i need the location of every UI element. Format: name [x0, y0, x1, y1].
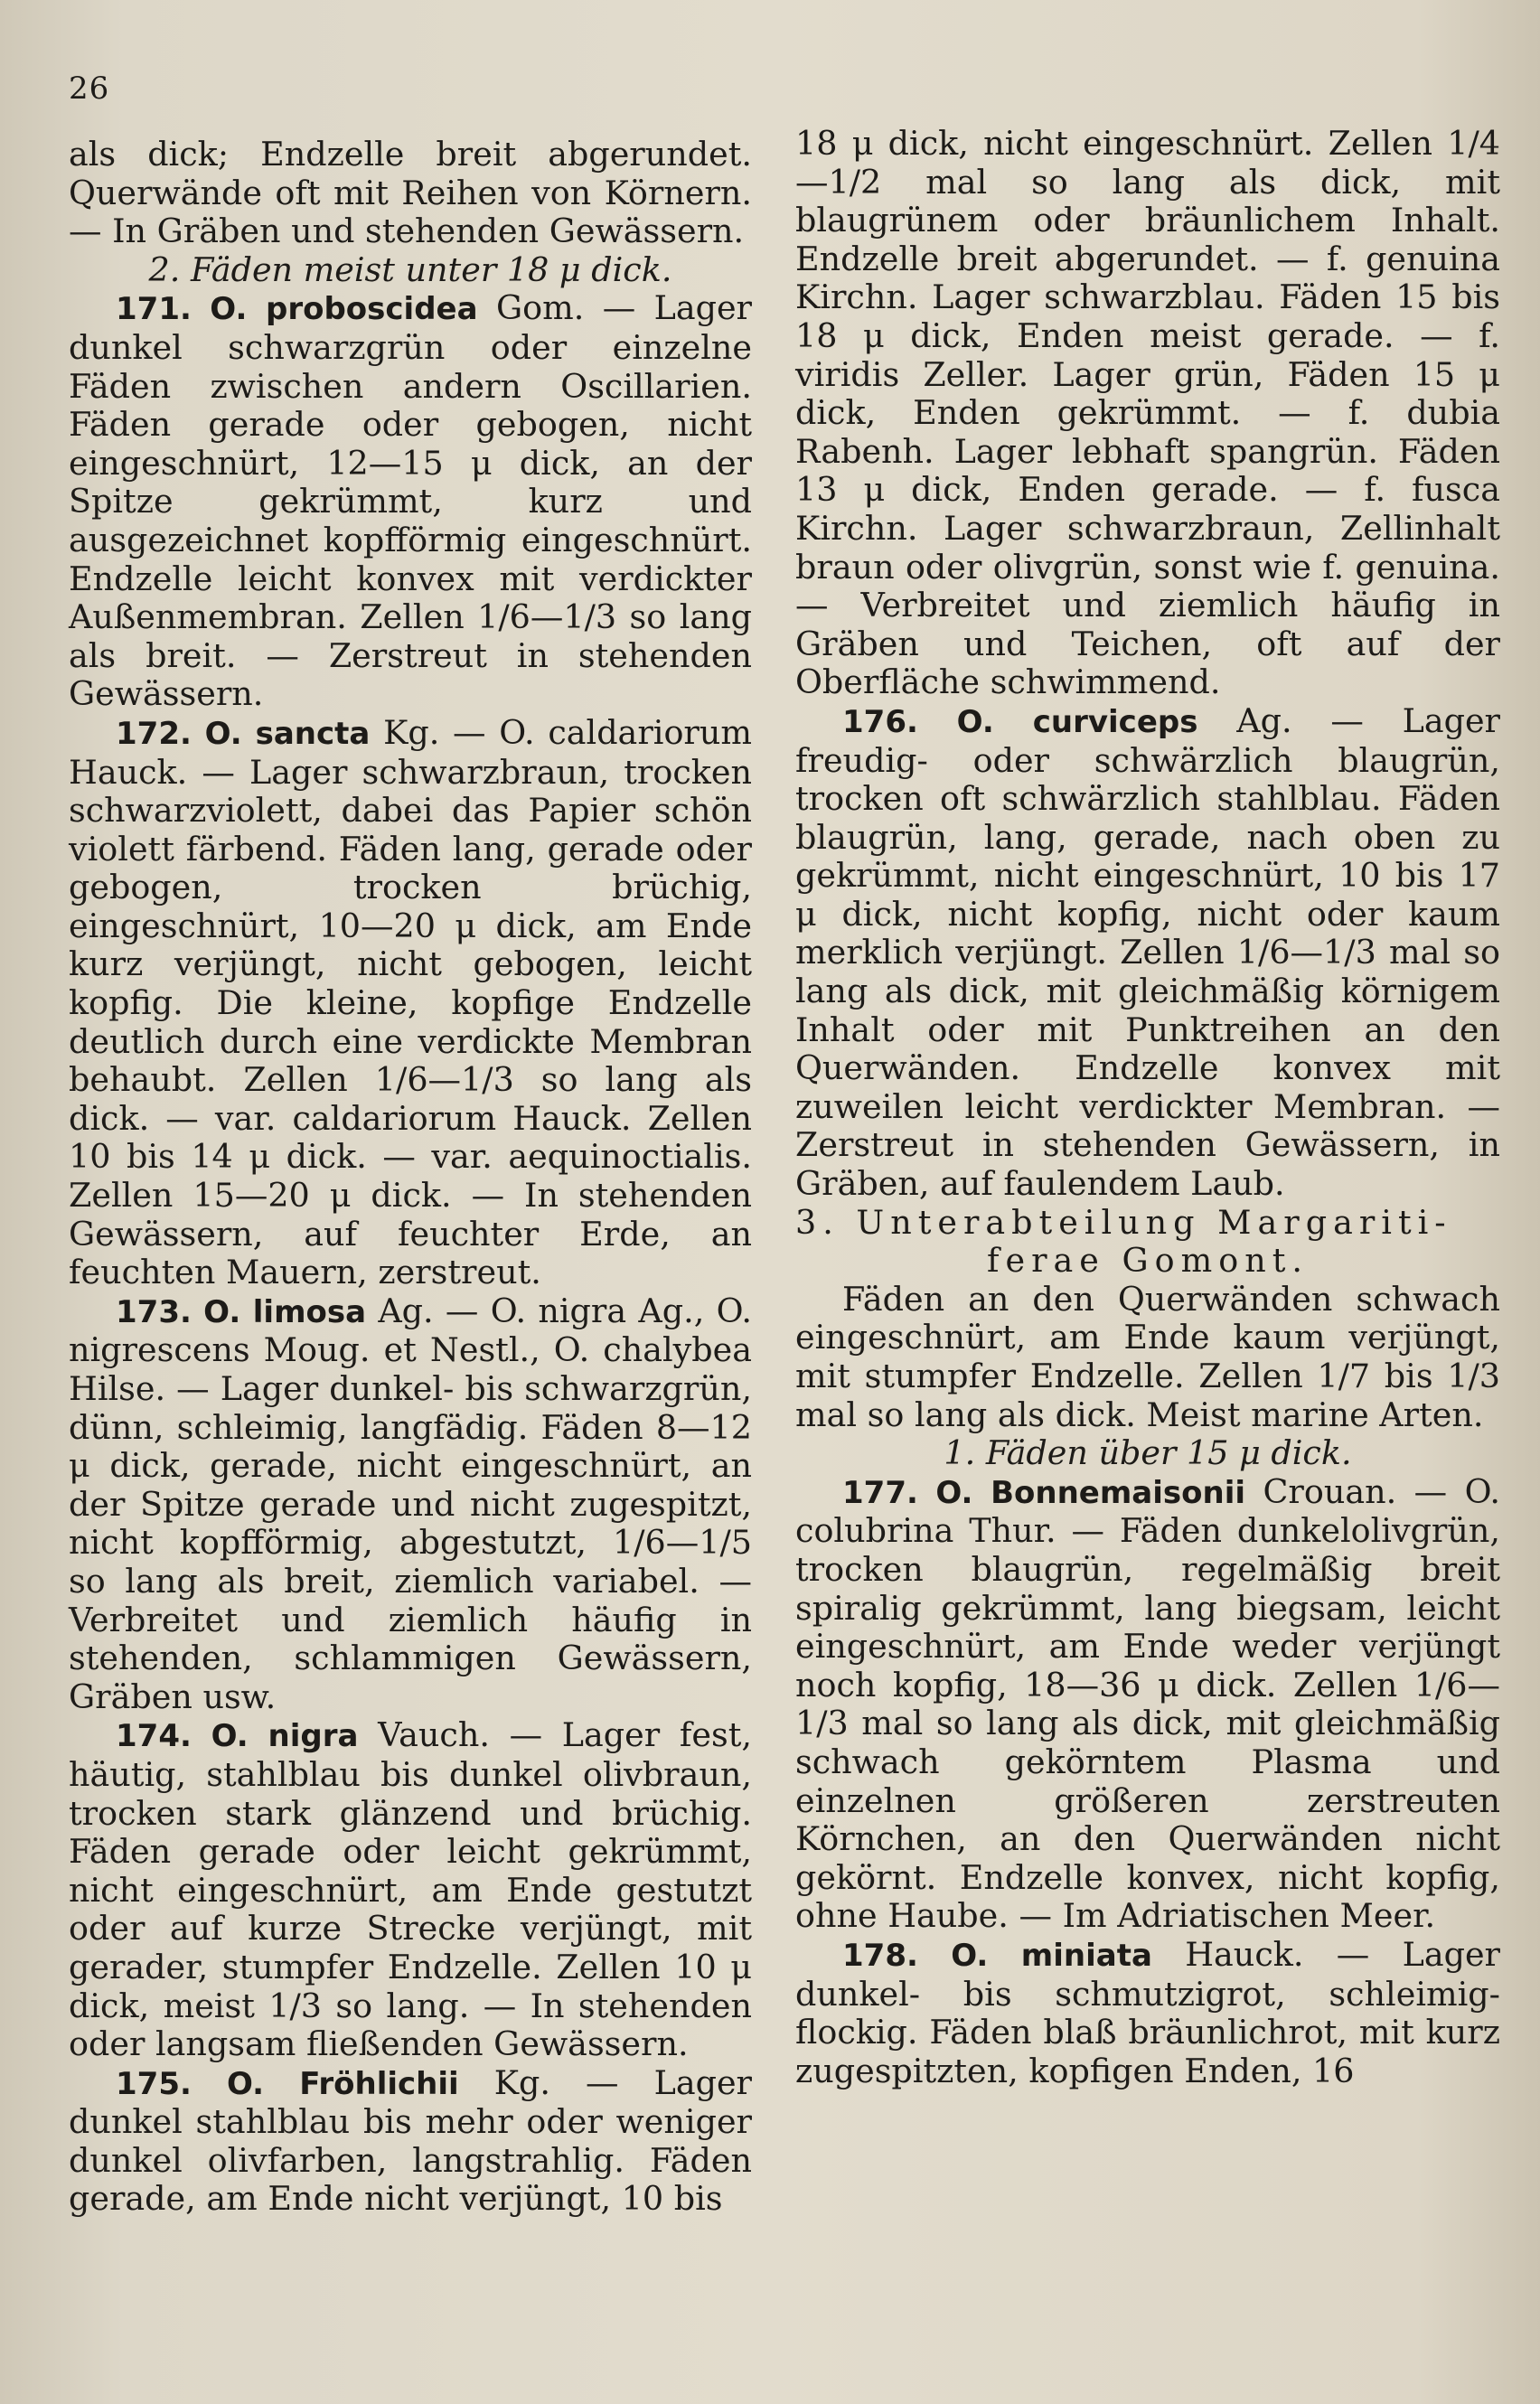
- entry-text: Vauch. — Lager fest, häutig, stahlblau bis dunkel olivbraun, trocken stark glänzend und brüchig. Fäden gerade oder leicht gekrümmt, nicht eingeschnürt, am Ende gestutzt oder auf kurze Strecke verjüngt, mit gerader, stumpfer Endzelle. Zellen 10 μ dick, meist 1/3 so lang. — In stehenden oder langsam fließenden Gewässern.: [69, 1715, 752, 2064]
- species-name: O. Fröhlichii: [226, 2065, 459, 2102]
- entry-174: [69, 1716, 752, 2063]
- right-column: [795, 125, 1500, 2090]
- page-number: 26: [69, 70, 110, 107]
- entry-text: Ag. — O. nigra Ag., O. nigrescens Moug. et Nestl., O. chalybea Hilse. — Lager dunkel- bis schwarzgrün, dünn, schleimig, langfädig. Fäden 8—12 μ dick, gerade, nicht eingeschnürt, an der Spitze gerade und nicht zugespitzt, nicht kopfförmig, abgestutzt, 1/6—1/5 so lang als breit, ziemlich variabel. — Verbreitet und ziemlich häufig in stehenden, schlammigen Gewässern, Gräben usw.: [69, 1291, 753, 1716]
- entry-number: 178.: [842, 1937, 918, 1974]
- continuation-paragraph: 18 μ dick, nicht eingeschnürt. Zellen 1/4—1/2 mal so lang als dick, mit blaugrünem oder bräunlichem Inhalt. Endzelle breit abgerundet. — f. genuina Kirchn. Lager schwarzblau. Fäden 15 bis 18 μ dick, Enden meist gerade. — f. viridis Zeller. Lager grün, Fäden 15 μ dick, Enden gekrümmt. — f. dubia Rabenh. Lager lebhaft spangrün. Fäden 13 μ dick, Enden gerade. — f. fusca Kirchn. Lager schwarzbraun, Zellinhalt braun oder olivgrün, sonst wie f. genuina. — Verbreitet und ziemlich häufig in Gräben und Teichen, oft auf der Oberfläche schwimmend.: [795, 124, 1500, 702]
- species-name: O. Bonnemaisonii: [935, 1474, 1245, 1511]
- entry-text: Crouan. — O. colubrina Thur. — Fäden dunkelolivgrün, trocken blaugrün, regelmäßig breit spiralig gekrümmt, lang biegsam, leicht eingeschnürt, am Ende weder verjüngt noch kopfig, 18—36 μ dick. Zellen 1/6—1/3 mal so lang als dick, mit gleichmäßig schwach gekörntem Plasma und einzelnen größeren zerstreuten Körnchen, an den Querwänden nicht gekörnt. Endzelle konvex, nicht kopfig, ohne Haube. — Im Adriatischen Meer.: [795, 1471, 1500, 1936]
- entry-number: 174.: [116, 1718, 192, 1755]
- entry-175: [69, 2064, 752, 2219]
- left-column: [69, 136, 752, 2219]
- section-heading: 2. Fäden meist unter 18 μ dick.: [148, 249, 672, 289]
- section-heading: 1. Fäden über 15 μ dick.: [944, 1433, 1352, 1473]
- entry-text: Ag. — Lager freudig- oder schwärzlich blaugrün, trocken oft schwärzlich stahlblau. Fäden blaugrün, lang, gerade, nach oben zu gekrümmt, nicht eingeschnürt, 10 bis 17 μ dick, nicht kopfig, nicht oder kaum merklich verjüngt. Zellen 1/6—1/3 mal so lang als dick, mit gleichmäßig körnigem Inhalt oder mit Punktreihen an den Querwänden. Endzelle konvex mit zuweilen leicht verdickter Membran. — Zerstreut in stehenden Gewässern, in Gräben, auf faulendem Laub.: [795, 700, 1500, 1204]
- entry-text: Kg. — O. caldariorum Hauck. — Lager schwarzbraun, trocken schwarzviolett, dabei das Papier schön violett färbend. Fäden lang, gerade oder gebogen, trocken brüchig, eingeschnürt, 10—20 μ dick, am Ende kurz verjüngt, nicht gebogen, leicht kopfig. Die kleine, kopfige Endzelle deutlich durch eine verdickte Membran behaubt. Zellen 1/6—1/3 so lang als dick. — var. caldariorum Hauck. Zellen 10 bis 14 μ dick. — var. aequinoctialis. Zellen 15—20 μ dick. — In stehenden Gewässern, auf feuchter Erde, an feuchten Mauern, zerstreut.: [69, 712, 752, 1292]
- entry-number: 171.: [116, 291, 192, 328]
- entry-number: 173.: [116, 1293, 192, 1330]
- species-name: O. miniata: [951, 1937, 1152, 1974]
- entry-number: 172.: [116, 715, 192, 752]
- species-name: O. curviceps: [956, 703, 1198, 740]
- intro-paragraph: als dick; Endzelle breit abgerundet. Querwände oft mit Reihen von Körnern. — In Gräben und stehenden Gewässern.: [69, 135, 752, 251]
- entry-171: [69, 289, 752, 714]
- species-name: O. nigra: [211, 1718, 359, 1755]
- entry-text: Hauck. — Lager dunkel- bis schmutzigrot, schleimig-flockig. Fäden blaß bräunlichrot, mit kurz zugespitzten, kopfigen Enden, 16: [795, 1934, 1500, 2090]
- entry-number: 176.: [842, 703, 918, 740]
- entry-177: [795, 1473, 1500, 1936]
- subdivision-title-line1: 3. Unterabteilung Margariti-: [795, 1202, 1452, 1242]
- entry-178: [795, 1936, 1500, 2090]
- species-name: O. sancta: [204, 715, 371, 752]
- entry-number: 175.: [116, 2065, 192, 2102]
- entry-173: [69, 1292, 752, 1717]
- species-name: O. proboscidea: [210, 291, 478, 328]
- subdivision-description: Fäden an den Querwänden schwach eingeschnürt, am Ende kaum verjüngt, mit stumpfer Endzelle. Zellen 1/7 bis 1/3 mal so lang als dick. Meist marine Arten.: [795, 1279, 1500, 1434]
- species-name: O. limosa: [203, 1293, 367, 1330]
- entry-text: Gom. — Lager dunkel schwarzgrün oder einzelne Fäden zwischen andern Oscillarien. Fäden gerade oder gebogen, nicht eingeschnürt, 12—15 μ dick, an der Spitze gekrümmt, kurz und ausgezeichnet kopfförmig eingeschnürt. Endzelle leicht konvex mit verdickter Außenmembran. Zellen 1/6—1/3 so lang als breit. — Zerstreut in stehenden Gewässern.: [69, 288, 752, 714]
- entry-176: [795, 702, 1500, 1204]
- entry-172: [69, 714, 752, 1292]
- entry-text: Kg. — Lager dunkel stahlblau bis mehr oder weniger dunkel olivfarben, langstrahlig. Fäden gerade, am Ende nicht verjüngt, 10 bis: [69, 2062, 752, 2219]
- subdivision-title-line2: ferae Gomont.: [986, 1241, 1310, 1281]
- entry-number: 177.: [842, 1474, 918, 1511]
